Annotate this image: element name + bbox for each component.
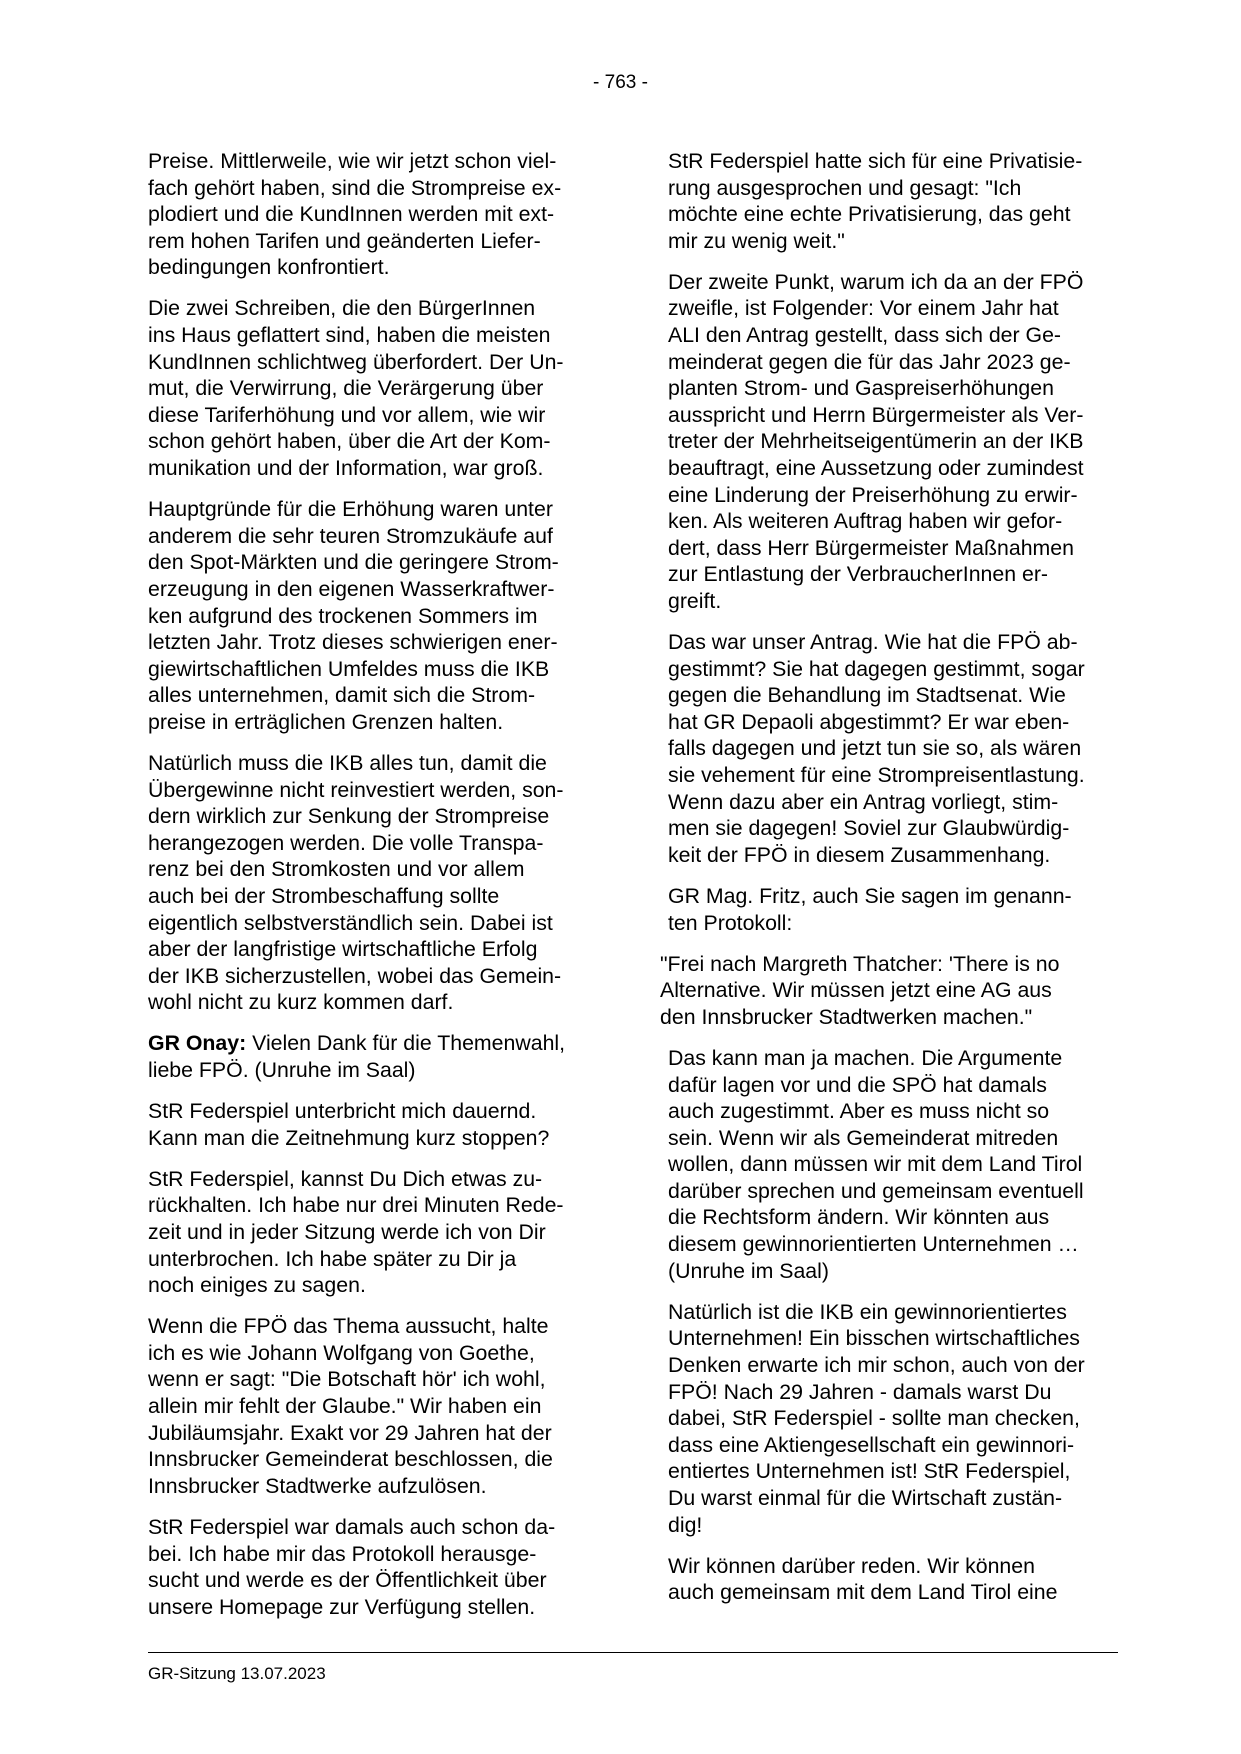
speech-paragraph bbox=[148, 1030, 608, 1083]
paragraph: StR Federspiel unterbricht mich dauernd. Kann man die Zeitnehmung kurz stoppen? bbox=[148, 1099, 550, 1150]
right-column bbox=[660, 148, 1130, 1620]
paragraph: Der zweite Punkt, warum ich da an der FPÖ zweifle, ist Folgender: Vor einem Jahr hat ALI den Antrag gestellt, dass sich der Ge- meinderat gegen die für das Jahr 2023 ge- planten Strom- und Gaspreiserhöhungen ausspricht und Herrn Bürgermeister als Ver- treter der Mehrheitseigentümerin an der IKB beauftragt, eine Aussetzung oder zumindest eine Linderung der Preiserhöhung zu erwir- ken. Als weiteren Auftrag haben wir gefor- dert, dass Herr Bürgermeister Maßnahmen zur Entlastung der VerbraucherInnen er- greift. bbox=[668, 269, 1084, 613]
footer-divider bbox=[148, 1652, 1118, 1653]
paragraph: Natürlich ist die IKB ein gewinnorientiertes Unternehmen! Ein bisschen wirtschaftliches Denken erwarte ich mir schon, auch von der FPÖ! Nach 29 Jahren - damals warst Du dabei, StR Federspiel - sollte man checken, dass eine Aktiengesellschaft ein gewinnori- entiertes Unternehmen ist! StR Federspiel, Du warst einmal für die Wirtschaft zustän- dig! bbox=[668, 1299, 1085, 1537]
paragraph: StR Federspiel hatte sich für eine Privatisie- rung ausgesprochen und gesagt: "Ich möchte eine echte Privatisierung, das geht mir zu wenig weit." bbox=[668, 149, 1083, 253]
paragraph: Die zwei Schreiben, die den BürgerInnen ins Haus geflattert sind, haben die meisten KundInnen schlichtweg überfordert. Der Un- mut, die Verwirrung, die Verärgerung über diese Tariferhöhung und vor allem, wie wir schon gehört haben, über die Art der Kom- munikation und der Information, war groß. bbox=[148, 296, 564, 481]
paragraph: Preise. Mittlerweile, wie wir jetzt schon viel- fach gehört haben, sind die Strompreise ex- plodiert und die KundInnen werden mit ext- rem hohen Tarifen und geänderten Liefer- bedingungen konfrontiert. bbox=[148, 149, 562, 280]
paragraph: Hauptgründe für die Erhöhung waren unter anderem die sehr teuren Stromzukäufe auf den Spot-Märkten und die geringere Strom- erzeugung in den eigenen Wasserkraftwer- ken aufgrund des trockenen Sommers im letzten Jahr. Trotz dieses schwierigen ener- giewirtschaftlichen Umfeldes muss die IKB alles unternehmen, damit sich die Strom- preise in erträglichen Grenzen halten. bbox=[148, 497, 559, 734]
paragraph: Das war unser Antrag. Wie hat die FPÖ ab- gestimmt? Sie hat dagegen gestimmt, sogar gegen die Behandlung im Stadtsenat. Wie hat GR Depaoli abgestimmt? Er war eben- falls dagegen und jetzt tun sie so, als wären sie vehement für eine Strompreisentlastung. Wenn dazu aber ein Antrag vorliegt, stim- men sie dagegen! Soviel zur Glaubwürdig- keit der FPÖ in diesem Zusammenhang. bbox=[668, 630, 1085, 867]
paragraph: StR Federspiel, kannst Du Dich etwas zu- rückhalten. Ich habe nur drei Minuten Rede- zeit und in jeder Sitzung werde ich von Dir unterbrochen. Ich habe später zu Dir ja noch einiges zu sagen. bbox=[148, 1166, 564, 1298]
paragraph: Natürlich muss die IKB alles tun, damit die Übergewinne nicht reinvestiert werden, son- dern wirklich zur Senkung der Strompreise herangezogen werden. Die volle Transpa- renz bei den Stromkosten und vor allem auch bei der Strombeschaffung sollte eigentlich selbstverständlich sein. Dabei ist aber der langfristige wirtschaftliche Erfolg der IKB sicherzustellen, wobei das Gemein- wohl nicht zu kurz kommen darf. bbox=[148, 750, 564, 1015]
paragraph: Wenn die FPÖ das Thema aussucht, halte ich es wie Johann Wolfgang von Goethe, wenn er sagt: "Die Botschaft hör' ich wohl, allein mir fehlt der Glaube." Wir haben ein Jubiläumsjahr. Exakt vor 29 Jahren hat der Innsbrucker Gemeinderat beschlossen, die Innsbrucker Stadtwerke aufzulösen. bbox=[148, 1314, 553, 1498]
left-column bbox=[148, 148, 608, 1635]
paragraph: Wir können darüber reden. Wir können auch gemeinsam mit dem Land Tirol eine bbox=[668, 1553, 1058, 1605]
paragraph: StR Federspiel war damals auch schon da- bei. Ich habe mir das Protokoll herausge- sucht und werde es der Öffentlichkeit über unsere Homepage zur Verfügung stellen. bbox=[148, 1514, 556, 1619]
paragraph: GR Mag. Fritz, auch Sie sagen im genann- ten Protokoll: bbox=[668, 883, 1072, 935]
quote-paragraph: "Frei nach Margreth Thatcher: 'There is no Alternative. Wir müssen jetzt eine AG aus den Innsbrucker Stadtwerken machen." bbox=[660, 951, 1060, 1029]
speaker-name: GR Onay: bbox=[148, 1031, 247, 1056]
paragraph: Das kann man ja machen. Die Argumente dafür lagen vor und die SPÖ hat damals auch zugestimmt. Aber es muss nicht so sein. Wenn wir als Gemeinderat mitreden wollen, dann müssen wir mit dem Land Tirol darüber sprechen und gemeinsam eventuell die Rechtsform ändern. Wir könnten aus diesem gewinnorientierten Unternehmen … (Unruhe im Saal) bbox=[668, 1045, 1084, 1283]
speech-text: Vielen Dank für die Themenwahl, liebe FPÖ. (Unruhe im Saal) bbox=[148, 1031, 566, 1082]
footer-session-date: GR-Sitzung 13.07.2023 bbox=[148, 1664, 326, 1683]
page-number: - 763 - bbox=[593, 72, 648, 93]
